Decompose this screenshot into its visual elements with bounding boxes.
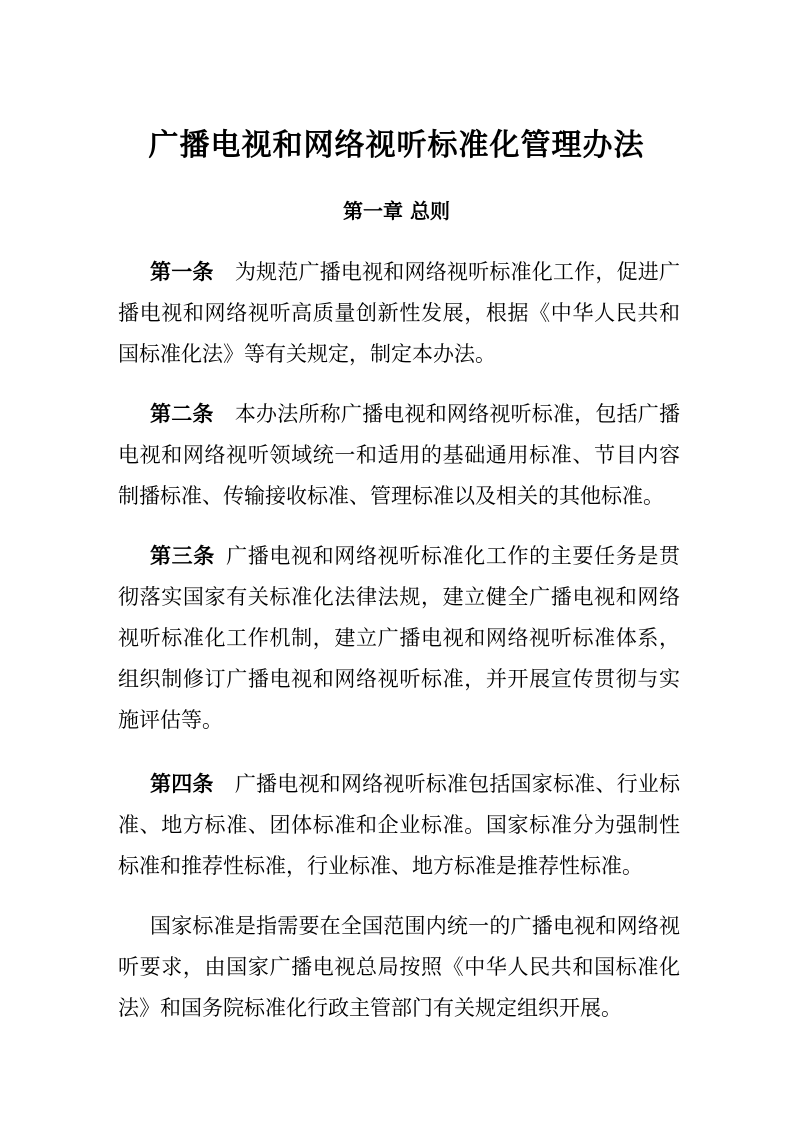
- article-4: [118, 764, 680, 887]
- article-label: 第三条: [150, 544, 215, 568]
- article-2: [118, 394, 680, 517]
- article-text: 为规范广播电视和网络视听标准化工作，促进广播电视和网络视听高质量创新性发展，根据《中华人民共和国标准化法》等有关规定，制定本办法。: [118, 260, 680, 366]
- article-label: 第四条: [150, 772, 214, 796]
- article-label: 第二条: [150, 402, 214, 426]
- article-1: [118, 252, 680, 375]
- article-4-paragraph-2: 国家标准是指需要在全国范围内统一的广播电视和网络视听要求，由国家广播电视总局按照《中华人民共和国标准化法》和国务院标准化行政主管部门有关规定组织开展。: [118, 914, 680, 1020]
- article-text: 本办法所称广播电视和网络视听标准，包括广播电视和网络视听领域统一和适用的基础通用标准、节目内容制播标准、传输接收标准、管理标准以及相关的其他标准。: [118, 402, 680, 508]
- article-text: 广播电视和网络视听标准化工作的主要任务是贯彻落实国家有关标准化法律法规，建立健全广播电视和网络视听标准化工作机制，建立广播电视和网络视听标准体系，组织制修订广播电视和网络视听标准，并开展宣传贯彻与实施评估等。: [118, 544, 680, 732]
- document-title: 广播电视和网络视听标准化管理办法: [148, 128, 645, 163]
- article-3: [118, 536, 680, 741]
- chapter-heading: 第一章 总则: [343, 199, 450, 223]
- article-label: 第一条: [150, 260, 214, 284]
- article-text: 广播电视和网络视听标准包括国家标准、行业标准、地方标准、团体标准和企业标准。国家标准分为强制性标准和推荐性标准，行业标准、地方标准是推荐性标准。: [118, 772, 680, 878]
